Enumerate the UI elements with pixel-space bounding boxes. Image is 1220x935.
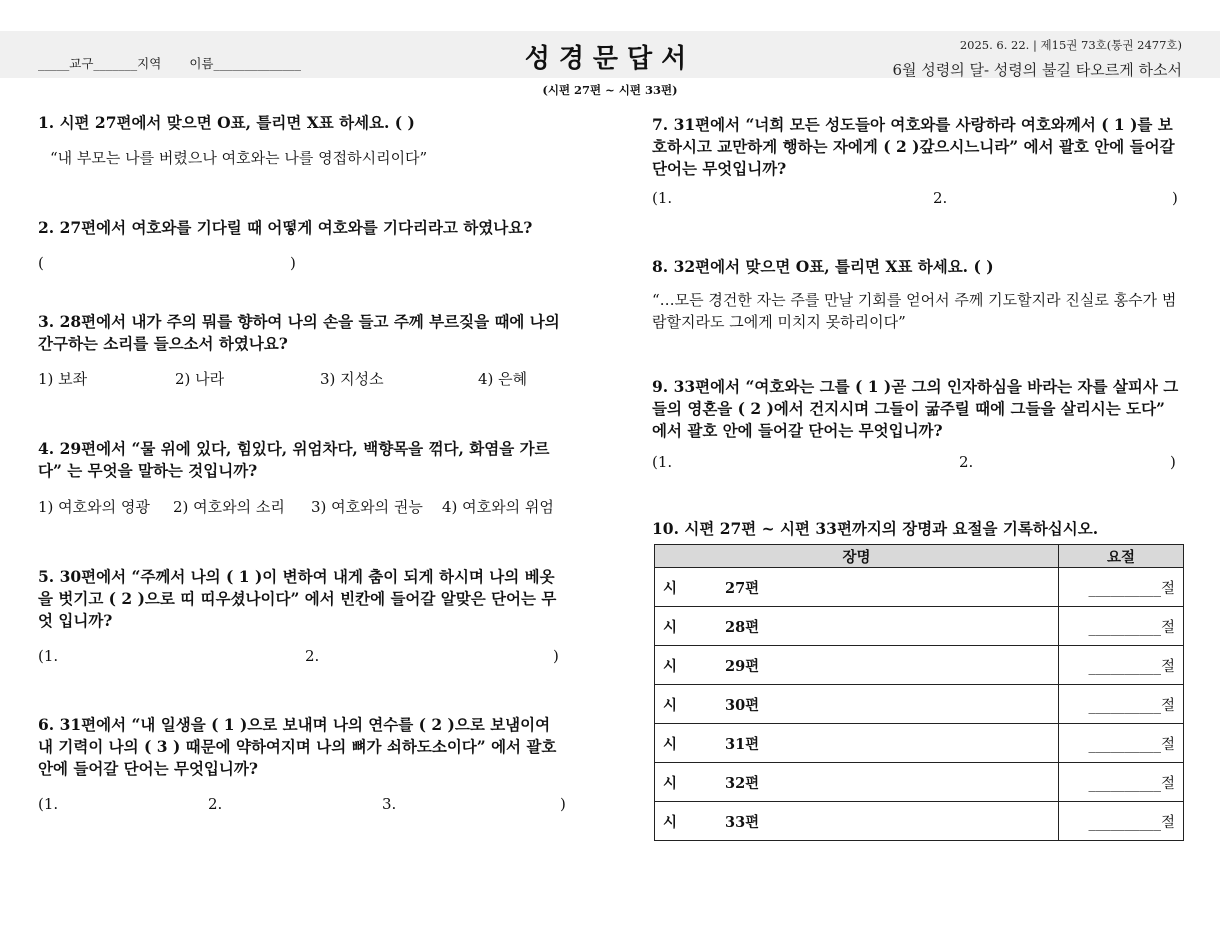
question-1: 1. 시편 27편에서 맞으면 O표, 틀리면 X표 하세요. ( )	[38, 113, 415, 132]
name-blank: 이름______________	[189, 56, 301, 71]
verse-blank: __________절	[1059, 646, 1184, 685]
chapter-cell	[655, 607, 1059, 646]
chapter-cell	[655, 568, 1059, 607]
book-label: 시	[663, 813, 678, 831]
q7-blank-1: (1.	[652, 189, 673, 207]
column-verse-header: 요절	[1059, 545, 1184, 568]
question-9: 9. 33편에서 “여호와는 그를 ( 1 )곧 그의 인자하심을 바라는 자를 살피사 그들의 영혼을 ( 2 )에서 건지시며 그들이 굶주릴 때에 그들을 살리시는 도다” 에서 괄호 안에 들어갈 단어는 무엇입니까?	[652, 377, 1179, 440]
question-8: 8. 32편에서 맞으면 O표, 틀리면 X표 하세요. ( )	[652, 257, 994, 276]
region-blank: _____교구_______지역	[38, 56, 162, 71]
table-row	[655, 685, 1184, 724]
page-title: 성경문답서	[524, 44, 696, 74]
question-7: 7. 31편에서 “너희 모든 성도들아 여호와를 사랑하라 여호와께서 ( 1 )를 보호하시고 교만하게 행하는 자에게 ( 2 )갚으시느니라” 에서 괄호 안에 들어갈 단어는 무엇입니까?	[652, 115, 1175, 178]
question-5: 5. 30편에서 “주께서 나의 ( 1 )이 변하여 내게 춤이 되게 하시며 나의 베옷을 벗기고 ( 2 )으로 띠 띠우셨나이다” 에서 빈칸에 들어갈 알맞은 단어는 무엇 입니까?	[38, 567, 557, 630]
chapter-cell	[655, 763, 1059, 802]
q5-close: )	[553, 647, 559, 665]
q6-blank-3: 3.	[382, 795, 397, 813]
question-4: 4. 29편에서 “물 위에 있다, 힘있다, 위엄차다, 백향목을 꺾다, 화염을 가르다” 는 무엇을 말하는 것입니까?	[38, 439, 550, 480]
verse-blank: __________절	[1059, 724, 1184, 763]
q6-close: )	[560, 795, 566, 813]
chapter-verse-table	[654, 544, 1184, 841]
question-6: 6. 31편에서 “내 일생을 ( 1 )으로 보내며 나의 연수를 ( 2 )으로 보냄이여 내 기력이 나의 ( 3 ) 때문에 약하여지며 나의 뼈가 쇠하도소이다” 에서 괄호 안에 들어갈 단어는 무엇입니까?	[38, 715, 557, 778]
question-3: 3. 28편에서 내가 주의 뭐를 향하여 나의 손을 들고 주께 부르짖을 때에 나의 간구하는 소리를 들으소서 하였나요?	[38, 312, 560, 353]
question-8-quote: “…모든 경건한 자는 주를 만날 기회를 얻어서 주께 기도할지라 진실로 홍수가 범람할지라도 그에게 미치지 못하리이다”	[652, 291, 1177, 331]
book-label: 시	[663, 657, 678, 675]
book-label: 시	[663, 774, 678, 792]
chapter-number: 31편	[725, 735, 760, 753]
chapter-number: 33편	[725, 813, 760, 831]
q7-blank-2: 2.	[933, 189, 948, 207]
q9-blank-2: 2.	[959, 453, 974, 471]
chapter-cell	[655, 724, 1059, 763]
q5-blank-2: 2.	[305, 647, 320, 665]
q7-close: )	[1172, 189, 1178, 207]
table-row	[655, 763, 1184, 802]
table-header-row	[655, 545, 1184, 568]
question-2: 2. 27편에서 여호와를 기다릴 때 어떻게 여호와를 기다리라고 하였나요?	[38, 218, 533, 237]
verse-blank: __________절	[1059, 568, 1184, 607]
q4-option-4: 4) 여호와의 위엄	[442, 498, 554, 516]
book-label: 시	[663, 618, 678, 636]
chapter-cell	[655, 646, 1059, 685]
verse-blank: __________절	[1059, 607, 1184, 646]
verse-blank: __________절	[1059, 763, 1184, 802]
chapter-number: 32편	[725, 774, 760, 792]
q6-blank-1: (1.	[38, 795, 59, 813]
chapter-number: 27편	[725, 579, 760, 597]
chapter-cell	[655, 685, 1059, 724]
scripture-range: (시편 27편 ~ 시편 33편)	[542, 83, 678, 97]
question-1-quote: “내 부모는 나를 버렸으나 여호와는 나를 영접하시리이다”	[50, 149, 428, 167]
q2-answer-close: )	[290, 254, 296, 272]
table-row	[655, 802, 1184, 841]
q3-option-1: 1) 보좌	[38, 370, 88, 388]
chapter-cell	[655, 802, 1059, 841]
table-row	[655, 724, 1184, 763]
book-label: 시	[663, 579, 678, 597]
q4-option-3: 3) 여호와의 권능	[311, 498, 423, 516]
table-row	[655, 646, 1184, 685]
book-label: 시	[663, 735, 678, 753]
monthly-theme: 6월 성령의 달- 성령의 불길 타오르게 하소서	[892, 61, 1182, 79]
verse-blank: __________절	[1059, 802, 1184, 841]
chapter-number: 30편	[725, 696, 760, 714]
book-label: 시	[663, 696, 678, 714]
q5-blank-1: (1.	[38, 647, 59, 665]
q4-option-2: 2) 여호와의 소리	[173, 498, 285, 516]
q3-option-3: 3) 지성소	[320, 370, 384, 388]
q3-option-2: 2) 나라	[175, 370, 225, 388]
q4-option-1: 1) 여호와의 영광	[38, 498, 150, 516]
column-chapter-header: 장명	[655, 545, 1059, 568]
table-row	[655, 568, 1184, 607]
issue-info: 2025. 6. 22. | 제15권 73호(통권 2477호)	[959, 38, 1182, 52]
q9-close: )	[1170, 453, 1176, 471]
chapter-number: 29편	[725, 657, 760, 675]
q2-answer-open: (	[38, 254, 44, 272]
table-row	[655, 607, 1184, 646]
q9-blank-1: (1.	[652, 453, 673, 471]
q3-option-4: 4) 은혜	[478, 370, 528, 388]
q6-blank-2: 2.	[208, 795, 223, 813]
verse-blank: __________절	[1059, 685, 1184, 724]
question-10: 10. 시편 27편 ~ 시편 33편까지의 장명과 요절을 기록하십시오.	[652, 519, 1099, 538]
chapter-number: 28편	[725, 618, 760, 636]
